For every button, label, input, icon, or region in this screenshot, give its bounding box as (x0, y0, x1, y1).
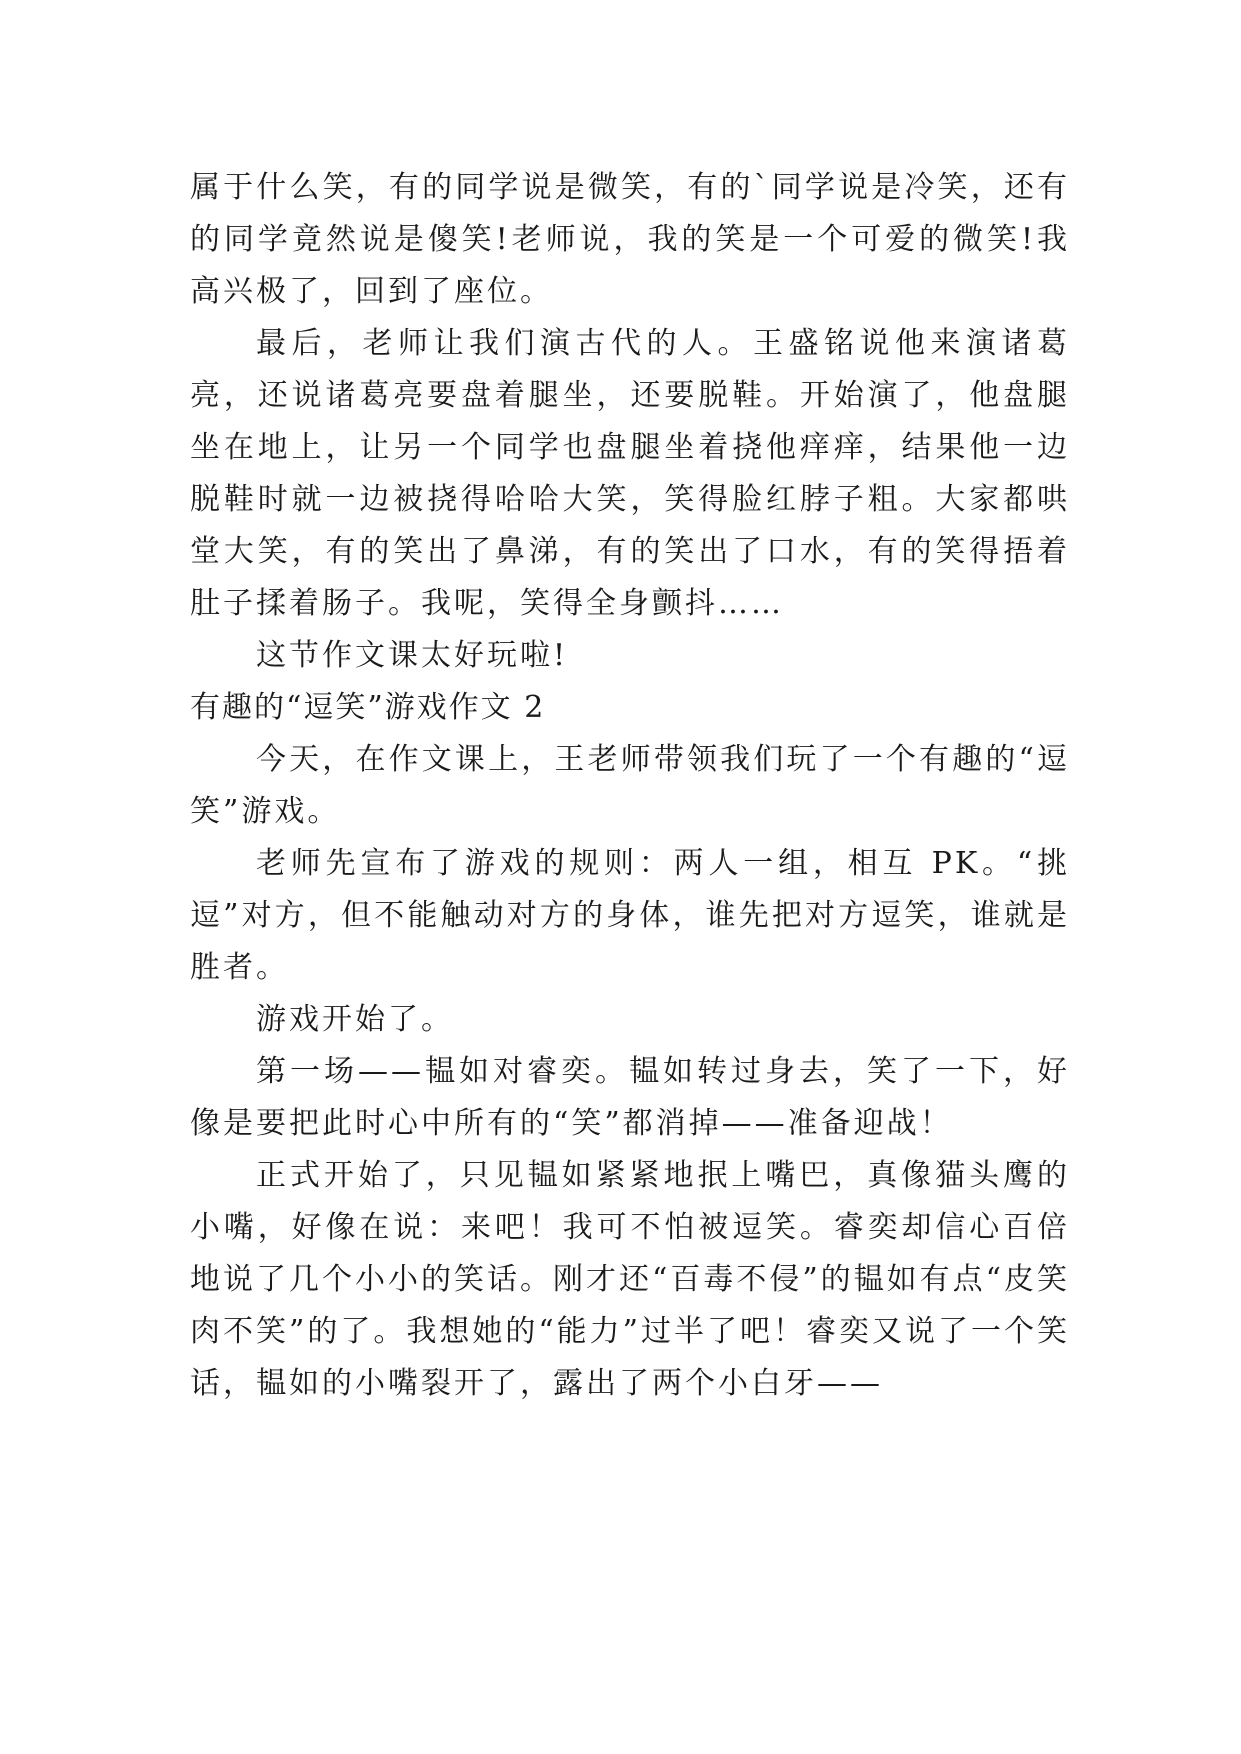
paragraph-3: 这节作文课太好玩啦! (256, 638, 569, 673)
paragraph-2: 最后，老师让我们演古代的人。王盛铭说他来演诸葛亮，还说诸葛亮要盘着腿坐，还要脱鞋。开始演了，他盘腿坐在地上，让另一个同学也盘腿坐着挠他痒痒，结果他一边脱鞋时就一边被挠得哈哈大笑，笑得脸红脖子粗。大家都哄堂大笑，有的笑出了鼻涕，有的笑出了口水，有的笑得捂着肚子揉着肠子。我呢，笑得全身颤抖…… (190, 326, 1070, 621)
paragraph-6: 游戏开始了。 (256, 1002, 454, 1037)
paragraph-4: 今天，在作文课上，王老师带领我们玩了一个有趣的“逗笑”游戏。 (190, 742, 1070, 829)
paragraph-7: 第一场——韫如对睿奕。韫如转过身去，笑了一下，好像是要把此时心中所有的“笑”都消掉——准备迎战！ (190, 1054, 1070, 1141)
paragraph-5: 老师先宣布了游戏的规则：两人一组，相互 PK。“挑逗”对方，但不能触动对方的身体，谁先把对方逗笑，谁就是胜者。 (190, 846, 1070, 985)
paragraph-1: 属于什么笑，有的同学说是微笑，有的`同学说是冷笑，还有的同学竟然说是傻笑!老师说，我的笑是一个可爱的微笑!我高兴极了，回到了座位。 (190, 170, 1070, 309)
document-body (190, 162, 1070, 1410)
section-heading: 有趣的“逗笑”游戏作文 2 (190, 690, 546, 725)
paragraph-8: 正式开始了，只见韫如紧紧地抿上嘴巴，真像猫头鹰的小嘴，好像在说：来吧！我可不怕被逗笑。睿奕却信心百倍地说了几个小小的笑话。刚才还“百毒不侵”的韫如有点“皮笑肉不笑”的了。我想她的“能力”过半了吧！睿奕又说了一个笑话，韫如的小嘴裂开了，露出了两个小白牙—— (190, 1158, 1071, 1401)
